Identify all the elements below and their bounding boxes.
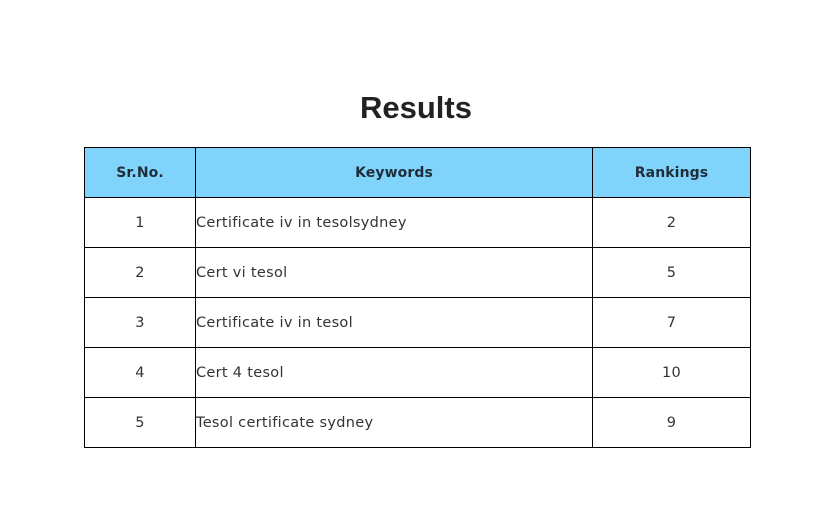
keyword-cell: Certificate iv in tesolsydney (196, 198, 593, 248)
results-table (84, 147, 751, 448)
header-keywords: Keywords (196, 148, 593, 198)
table-body (85, 198, 751, 448)
table-row (85, 298, 751, 348)
ranking-cell: 9 (593, 398, 751, 448)
keyword-cell: Certificate iv in tesol (196, 298, 593, 348)
ranking-cell: 5 (593, 248, 751, 298)
table-row (85, 198, 751, 248)
sr-no-cell: 4 (85, 348, 196, 398)
table-header (85, 148, 751, 198)
sr-no-cell: 3 (85, 298, 196, 348)
header-sr-no: Sr.No. (85, 148, 196, 198)
table-row (85, 248, 751, 298)
sr-no-cell: 1 (85, 198, 196, 248)
keyword-cell: Tesol certificate sydney (196, 398, 593, 448)
table-row (85, 348, 751, 398)
header-rankings: Rankings (593, 148, 751, 198)
keyword-cell: Cert 4 tesol (196, 348, 593, 398)
table-row (85, 398, 751, 448)
sr-no-cell: 2 (85, 248, 196, 298)
table-header-row (85, 148, 751, 198)
ranking-cell: 7 (593, 298, 751, 348)
keyword-cell: Cert vi tesol (196, 248, 593, 298)
ranking-cell: 10 (593, 348, 751, 398)
sr-no-cell: 5 (85, 398, 196, 448)
ranking-cell: 2 (593, 198, 751, 248)
page-title: Results (360, 90, 472, 125)
